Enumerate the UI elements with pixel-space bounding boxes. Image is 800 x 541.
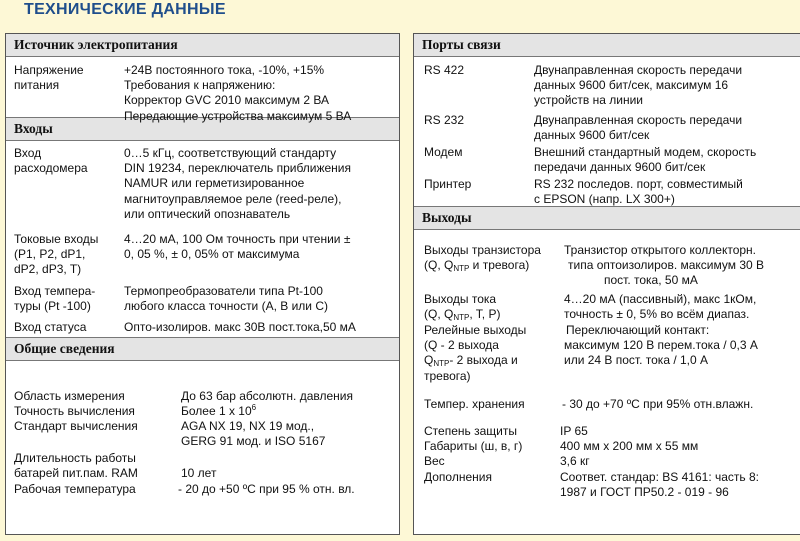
transistor-output-value: Транзистор открытого коллекторн. типа оптоизолиров. максимум 30 В пост. тока, 50 мА (564, 243, 765, 288)
protection-label: Степень защиты (424, 424, 517, 438)
accuracy-value: Более 1 х $10^6$ (181, 403, 257, 418)
relay-output-value: Переключающий контакт: максимум 120 В перем.тока / 0,3 А или 24 В пост. тока / 1,0 А (564, 323, 758, 368)
power-value: +24В постоянного тока, -10%, +15% Требования к напряжению: Корректор GVC 2010 максимум 2 ВА Передающие устройства максимум 5 ВА (124, 63, 352, 123)
section-heading-ports: Порты связи (414, 34, 800, 57)
port-rs422-label: RS 422 (424, 63, 465, 77)
power-section (6, 57, 399, 123)
port-printer-label: Принтер (424, 177, 472, 191)
port-modem-label: Модем (424, 145, 463, 159)
flowmeter-input-value: 0…5 кГц, соответствующий стандарту DIN 19234, переключатель приближения NAMUR или герметизированное магнитоуправляемое реле (reed-реле), или оптический опознаватель (124, 146, 352, 221)
current-output-label: Выходы тока (Q, $Q_{NTP}$, T, P) (424, 292, 501, 323)
general-section (6, 361, 399, 511)
temperature-input-label: Вход темпера- туры (Pt -100) (14, 284, 96, 314)
weight-label: Вес (424, 454, 445, 468)
page-title: ТЕХНИЧЕСКИЕ ДАННЫЕ (24, 1, 226, 18)
port-rs422-value: Двунаправленная скорость передачи данных 9600 бит/сек, максимум 16 устройств на линии (534, 63, 743, 108)
section-heading-outputs: Выходы (414, 206, 800, 230)
standard-label: Стандарт вычисления (14, 419, 138, 433)
left-panel (5, 33, 400, 535)
standard-value: AGA NX 19, NX 19 мод., GERG 91 мод. и ISO 5167 (181, 419, 326, 449)
dimensions-value: 400 мм х 200 мм х 55 мм (560, 439, 699, 453)
temperature-input-value: Термопреобразователи типа Pt-100 любого класса точности (А, В или С) (124, 284, 329, 314)
right-panel (413, 33, 800, 535)
relay-output-label: Релейные выходы (Q - 2 выхода $Q_{NTP}-$ 2 выхода и тревога) (424, 323, 527, 383)
working-temp-value: - 20 до +50 ºС при 95 % отн. вл. (178, 482, 355, 496)
inputs-section (6, 141, 399, 337)
storage-temp-value: - 30 до +70 ºС при 95% отн.влажн. (562, 397, 754, 411)
power-label: Напряжение питания (14, 63, 84, 93)
port-printer-value: RS 232 последов. порт, совместимый с EPSON (напр. LX 300+) (534, 177, 743, 207)
battery-label: Длительность работы батарей пит.пам. RAM (14, 451, 138, 481)
additions-value: Соответ. стандар: BS 4161: часть 8: 1987 и ГОСТ ПР50.2 - 019 - 96 (560, 470, 759, 500)
status-input-label: Вход статуса (14, 320, 87, 334)
transistor-output-label: Выходы транзистора (Q, $Q_{NTP}$ и тревога) (424, 243, 541, 274)
outputs-section (414, 230, 800, 510)
dimensions-label: Габариты (ш, в, г) (424, 439, 523, 453)
current-output-value: 4…20 мА (пассивный), макс 1кОм, точность ± 0, 5% во всём диапаз. (564, 292, 757, 322)
additions-label: Дополнения (424, 470, 492, 484)
ports-section (414, 57, 800, 206)
status-input-value: Опто-изолиров. макс 30В пост.тока,50 мА (124, 320, 356, 334)
current-input-value: 4…20 мА, 100 Ом точность при чтении ± 0, 05 %, ± 0, 05% от максимума (124, 232, 351, 262)
battery-value: 10 лет (181, 466, 217, 480)
range-label: Область измерения (14, 389, 125, 403)
working-temp-label: Рабочая температура (14, 482, 136, 496)
section-heading-power: Источник электропитания (6, 34, 399, 57)
section-heading-general: Общие сведения (6, 337, 399, 361)
range-value: До 63 бар абсолютн. давления (181, 389, 353, 403)
port-modem-value: Внешний стандартный модем, скорость передачи данных 9600 бит/сек (534, 145, 757, 175)
port-rs232-label: RS 232 (424, 113, 465, 127)
section-heading-inputs: Входы (6, 117, 399, 141)
weight-value: 3,6 кг (560, 454, 590, 468)
protection-value: IP 65 (560, 424, 588, 438)
port-rs232-value: Двунаправленная скорость передачи данных 9600 бит/сек (534, 113, 743, 143)
accuracy-label: Точность вычисления (14, 404, 135, 418)
current-input-label: Токовые входы (P1, P2, dP1, dP2, dP3, T) (14, 232, 99, 277)
storage-temp-label: Темпер. хранения (424, 397, 525, 411)
flowmeter-input-label: Вход расходомера (14, 146, 88, 176)
